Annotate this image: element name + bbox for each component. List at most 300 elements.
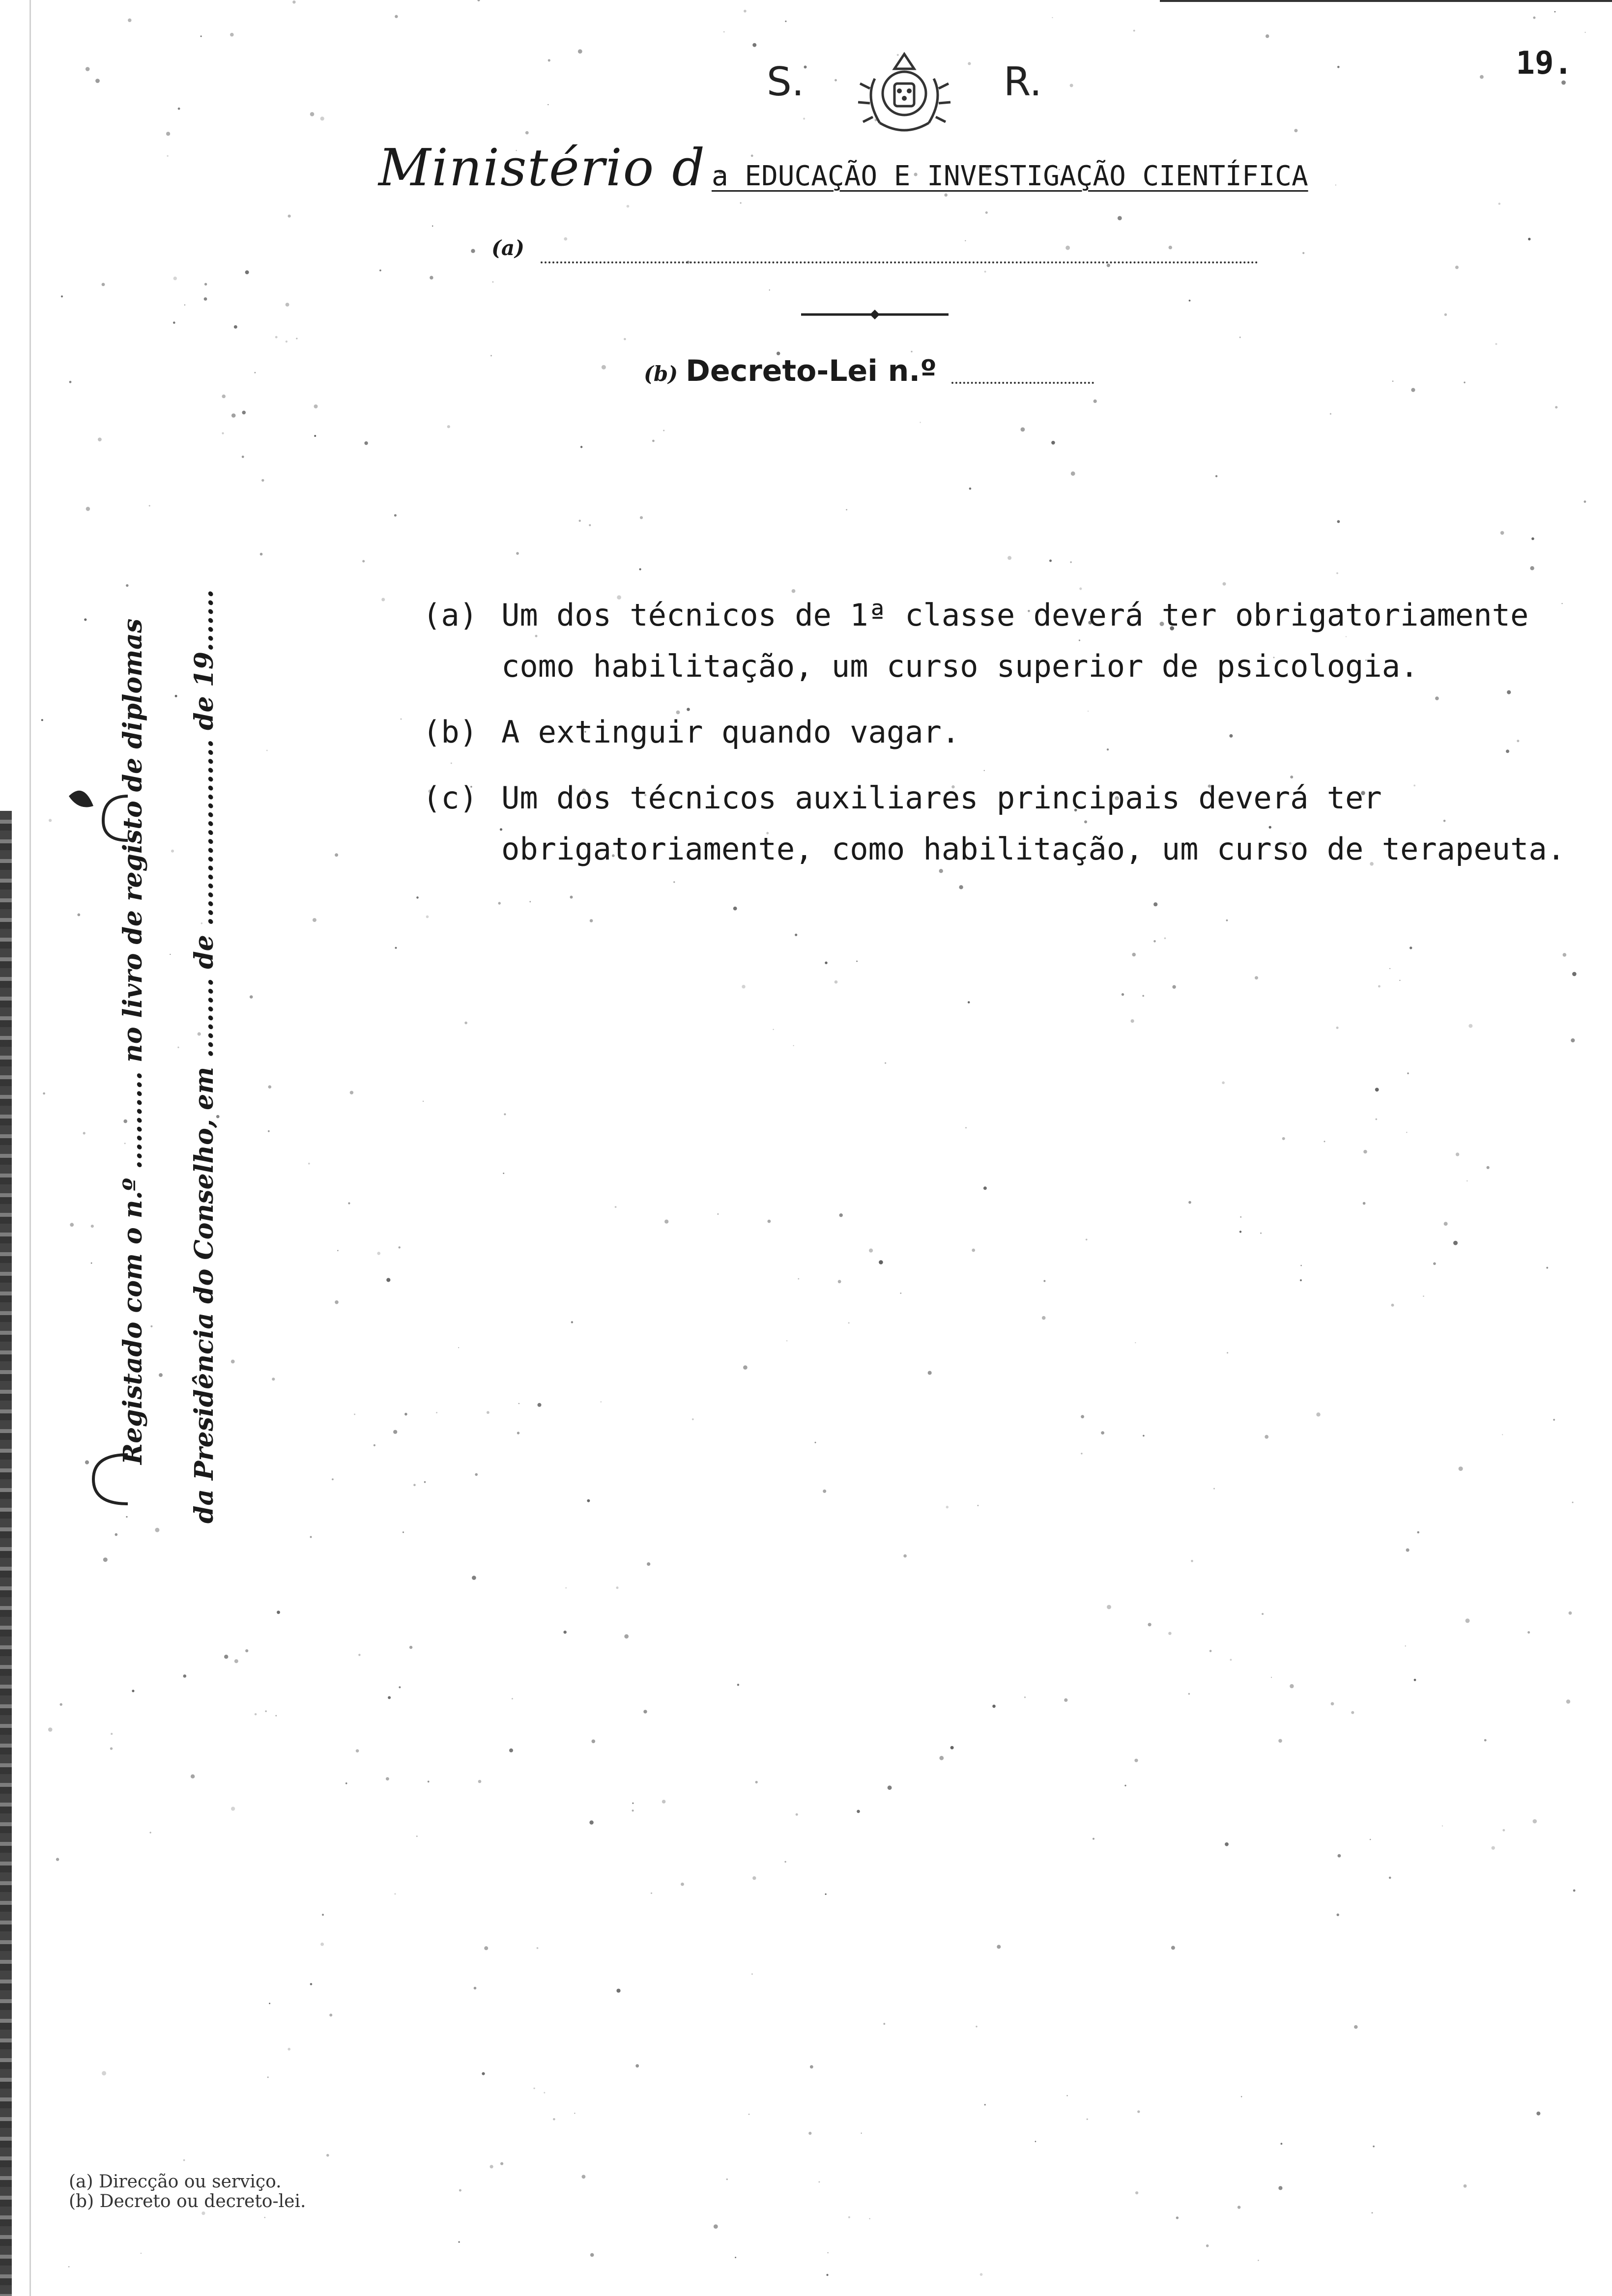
speckle	[86, 507, 90, 511]
speckle	[548, 59, 550, 61]
speckle	[201, 35, 202, 37]
speckle	[647, 1562, 650, 1566]
speckle	[1081, 1415, 1084, 1418]
speckle	[848, 2216, 850, 2218]
speckle	[1133, 30, 1135, 32]
speckle	[839, 1213, 843, 1217]
speckle	[624, 1634, 629, 1638]
speckle	[1484, 1739, 1487, 1742]
speckle	[509, 1749, 513, 1752]
speckle	[815, 1442, 816, 1443]
page-number: 19.	[1516, 45, 1573, 82]
speckle	[1531, 537, 1534, 540]
speckle	[184, 305, 185, 306]
speckle	[471, 249, 475, 253]
speckle	[388, 1696, 391, 1699]
speckle	[504, 1113, 506, 1115]
speckle	[326, 2154, 329, 2157]
speckle	[1407, 1072, 1409, 1074]
speckle	[1337, 66, 1340, 68]
speckle	[234, 1659, 238, 1663]
speckle	[464, 1022, 467, 1025]
speckle	[818, 2181, 820, 2182]
speckle	[1064, 1698, 1067, 1702]
footnotes	[69, 2172, 306, 2211]
speckle	[1391, 1304, 1394, 1307]
speckle	[173, 277, 177, 280]
speckle	[477, 0, 480, 1]
speckle	[785, 21, 786, 22]
speckle	[242, 411, 246, 415]
speckle	[1389, 1877, 1391, 1879]
speckle	[835, 980, 838, 984]
speckle	[1336, 573, 1338, 574]
speckle	[663, 430, 664, 431]
speckle	[1464, 2184, 1467, 2188]
speckle	[141, 2253, 142, 2254]
field-b-label: Decreto-Lei n.º	[686, 354, 937, 388]
speckle	[1171, 1946, 1175, 1950]
speckle	[167, 155, 168, 157]
speckle	[900, 1292, 901, 1294]
speckle	[1222, 1081, 1225, 1084]
speckle	[553, 2118, 555, 2121]
speckle	[178, 108, 180, 110]
speckle	[430, 276, 433, 279]
speckle	[350, 1091, 353, 1094]
speckle	[846, 509, 847, 511]
republic-header	[767, 44, 1042, 143]
speckle	[920, 422, 921, 423]
speckle	[245, 270, 249, 274]
speckle	[1142, 995, 1144, 997]
speckle	[1043, 1280, 1045, 1282]
speckle	[459, 2241, 460, 2243]
speckle	[1566, 1699, 1570, 1703]
speckle	[436, 1412, 437, 1413]
speckle	[1258, 2260, 1259, 2261]
speckle	[592, 1740, 596, 1744]
speckle	[41, 719, 43, 721]
footnote-b: (b) Decreto ou decreto-lei.	[69, 2191, 306, 2211]
divider-ornament	[801, 309, 949, 320]
speckle	[128, 19, 131, 22]
speckle	[537, 1947, 539, 1949]
speckle	[823, 1490, 826, 1493]
speckle	[1492, 1846, 1495, 1850]
speckle	[1227, 1352, 1228, 1353]
speckle	[314, 435, 316, 437]
speckle	[1107, 1605, 1111, 1609]
speckle	[737, 1684, 739, 1686]
speckle	[1230, 1659, 1232, 1661]
note-letter: (c)	[423, 780, 478, 816]
speckle	[773, 1029, 774, 1030]
speckle	[538, 1403, 542, 1407]
speckle	[175, 695, 177, 697]
speckle	[1584, 32, 1585, 33]
speckle	[516, 552, 519, 555]
speckle	[985, 211, 988, 214]
speckle	[424, 1481, 426, 1483]
speckle	[1533, 17, 1535, 19]
speckle	[126, 1516, 127, 1518]
speckle	[1148, 1623, 1151, 1626]
speckle	[664, 1220, 668, 1224]
speckle	[755, 1781, 758, 1783]
speckle	[602, 365, 606, 370]
speckle	[1081, 1453, 1082, 1454]
speckle	[733, 907, 737, 911]
speckle	[1042, 1316, 1046, 1320]
speckle	[183, 2159, 185, 2161]
speckle	[356, 1749, 359, 1752]
speckle	[275, 336, 278, 339]
speckle	[1239, 337, 1241, 338]
speckle	[224, 1655, 228, 1659]
speckle	[484, 1946, 488, 1950]
speckle	[1324, 1141, 1325, 1142]
speckle	[950, 1746, 954, 1750]
speckle	[888, 1785, 892, 1790]
speckle	[529, 901, 531, 902]
speckle	[1302, 252, 1304, 254]
speckle	[1336, 1027, 1339, 1029]
speckle	[173, 321, 175, 324]
speckle	[1459, 1466, 1463, 1471]
speckle	[386, 1777, 389, 1780]
speckle	[492, 281, 494, 283]
speckle	[255, 1713, 257, 1715]
speckle	[335, 853, 338, 857]
speckle	[275, 1715, 277, 1717]
speckle	[752, 43, 756, 47]
speckle	[533, 2088, 535, 2089]
speckle	[1225, 1842, 1229, 1846]
speckle	[615, 1206, 617, 1208]
speckle	[286, 341, 288, 343]
speckle	[1071, 471, 1075, 476]
speckle	[1135, 1342, 1136, 1343]
speckle	[1554, 11, 1556, 13]
speckle	[1498, 202, 1500, 204]
speckle	[972, 1249, 975, 1252]
speckle	[1240, 1216, 1241, 1218]
speckle	[409, 1646, 412, 1649]
speckle	[1406, 1132, 1407, 1133]
speckle	[322, 1914, 324, 1916]
speckle	[714, 2224, 718, 2229]
speckle	[231, 1807, 235, 1810]
speckle	[1466, 1618, 1470, 1623]
speckle	[204, 297, 207, 301]
speckle	[345, 1782, 347, 1784]
speckle	[337, 1250, 339, 1251]
speckle	[310, 112, 315, 116]
field-a-mark: (a)	[491, 236, 524, 260]
speckle	[286, 303, 289, 307]
speckle	[490, 355, 492, 356]
speckle	[374, 1444, 375, 1446]
speckle	[1143, 1435, 1145, 1437]
speckle	[320, 116, 324, 120]
speckle	[1572, 972, 1577, 976]
speckle	[1468, 1024, 1472, 1028]
speckle	[1086, 1239, 1088, 1241]
speckle	[1467, 1180, 1468, 1181]
speckle	[292, 0, 295, 3]
speckle	[126, 584, 128, 587]
speckle	[403, 1531, 404, 1533]
speckle	[401, 718, 402, 720]
speckle	[1572, 1502, 1574, 1503]
speckle	[472, 1576, 476, 1580]
speckle	[362, 560, 365, 563]
speckle	[796, 1813, 798, 1816]
speckle	[717, 1213, 719, 1215]
note-item	[423, 707, 1592, 758]
speckle	[458, 1347, 459, 1348]
speckle	[482, 2072, 485, 2075]
speckle	[354, 1414, 355, 1415]
speckle	[56, 1858, 59, 1861]
speckle	[1093, 1838, 1094, 1840]
speckle	[159, 1373, 163, 1377]
speckle	[1238, 2206, 1240, 2209]
speckle	[635, 2064, 639, 2067]
speckle	[202, 2211, 205, 2215]
speckle	[512, 1698, 513, 1699]
note-item	[423, 590, 1592, 692]
speckle	[1300, 1265, 1302, 1266]
coat-of-arms-icon	[845, 44, 963, 143]
speckle	[1444, 1222, 1448, 1226]
speckle	[1262, 1613, 1264, 1615]
speckle	[1107, 263, 1110, 267]
speckle	[769, 289, 770, 290]
speckle	[277, 1610, 280, 1614]
speckle	[1035, 2141, 1036, 2142]
speckle	[1370, 1839, 1371, 1840]
speckle	[103, 1557, 108, 1562]
speckle	[547, 104, 548, 105]
field-a-direction	[491, 236, 1263, 260]
speckle	[381, 598, 385, 602]
speckle	[1456, 1152, 1459, 1156]
speckle	[1223, 582, 1226, 586]
speckle	[394, 1893, 396, 1894]
speckle	[1300, 1279, 1302, 1281]
speckle	[1372, 2212, 1373, 2213]
speckle	[571, 1321, 573, 1323]
speckle	[150, 1832, 151, 1833]
speckle	[230, 33, 234, 37]
footnote-a: (a) Direcção ou serviço.	[69, 2172, 282, 2192]
speckle	[861, 2133, 862, 2134]
speckle	[869, 2218, 870, 2219]
speckle	[911, 351, 912, 352]
speckle	[1215, 475, 1217, 477]
speckle	[428, 1780, 430, 1782]
speckle	[1070, 84, 1073, 87]
speckle	[204, 283, 207, 286]
speckle	[1087, 2119, 1088, 2120]
speckle	[1189, 300, 1191, 302]
speckle	[242, 456, 244, 458]
speckle	[1527, 1631, 1530, 1634]
speckle	[1051, 441, 1055, 445]
speckle	[166, 132, 170, 136]
speckle	[1433, 1263, 1436, 1265]
speckle	[768, 1220, 771, 1223]
speckle	[1271, 1677, 1272, 1678]
speckle	[726, 2179, 728, 2180]
speckle	[320, 1943, 324, 1946]
speckle	[643, 1710, 647, 1713]
speckle	[544, 2092, 545, 2094]
speckle	[589, 1820, 593, 1824]
speckle	[43, 1092, 45, 1095]
speckle	[997, 1945, 1001, 1949]
speckle	[1153, 940, 1156, 943]
speckle	[1124, 1785, 1126, 1786]
speckle	[490, 2165, 493, 2168]
speckle	[784, 1861, 786, 1863]
speckle	[416, 1836, 418, 1837]
speckle	[267, 2076, 269, 2078]
speckle	[857, 1810, 860, 1813]
speckle	[980, 2273, 983, 2276]
speckle	[413, 1484, 416, 1486]
speckle	[517, 1432, 519, 1434]
speckle	[566, 1587, 567, 1588]
speckle	[1546, 1267, 1548, 1269]
speckle	[115, 1533, 118, 1536]
speckle	[1008, 556, 1011, 560]
field-b-dotted-line	[951, 382, 1094, 384]
speckle	[377, 1252, 380, 1255]
speckle	[1094, 400, 1097, 403]
speckle	[395, 15, 398, 18]
speckle	[288, 215, 291, 218]
speckle	[310, 1983, 313, 1985]
speckle	[580, 446, 582, 448]
speckle	[589, 524, 591, 526]
speckle	[1571, 1038, 1575, 1042]
speckle	[795, 934, 797, 936]
speckle	[1502, 1829, 1505, 1832]
speckle	[268, 1085, 272, 1089]
speckle	[1278, 1739, 1282, 1743]
speckle	[1226, 919, 1228, 921]
speckle	[1338, 1854, 1341, 1858]
speckle	[222, 432, 224, 434]
speckle	[68, 2266, 69, 2267]
speckle	[1495, 343, 1497, 345]
speckle	[928, 1371, 932, 1375]
speckle	[1563, 953, 1567, 957]
speckle	[265, 1710, 266, 1712]
speckle	[399, 1686, 401, 1688]
speckle	[314, 404, 318, 408]
speckle	[1316, 1412, 1320, 1416]
speckle	[1135, 2191, 1138, 2194]
speckle	[564, 1631, 567, 1634]
speckle	[1168, 1632, 1171, 1635]
speckle	[662, 1800, 666, 1804]
speckle	[500, 2162, 503, 2165]
speckle	[1375, 1088, 1379, 1091]
speckle	[1553, 1419, 1555, 1421]
note-text: Um dos técnicos de 1ª classe deverá ter obrigatoriamente como habilitação, um curso superior de psicologia.	[501, 597, 1529, 684]
speckle	[590, 2253, 594, 2257]
speckle	[394, 514, 397, 517]
speckle	[1444, 314, 1447, 316]
speckle	[518, 1403, 519, 1404]
speckle	[1260, 1233, 1262, 1234]
speckle	[1399, 980, 1400, 981]
speckle	[743, 1365, 748, 1370]
note-text: Um dos técnicos auxiliares principais deverá ter obrigatoriamente, como habilitação, um curso de terapeuta.	[501, 780, 1565, 867]
speckle	[487, 1411, 489, 1414]
speckle	[177, 1047, 179, 1048]
speckle	[1122, 993, 1124, 996]
speckle	[1213, 1488, 1215, 1490]
speckle	[255, 372, 256, 373]
speckle	[1573, 1890, 1576, 1892]
ministry-title	[378, 138, 1308, 198]
speckle	[1378, 985, 1381, 988]
speckle	[624, 338, 626, 341]
speckle	[525, 131, 529, 135]
speckle	[1354, 2025, 1358, 2029]
speckle	[1351, 1711, 1354, 1714]
speckle	[269, 2003, 270, 2004]
speckle	[1392, 381, 1393, 382]
speckle	[132, 1690, 134, 1692]
speckle	[1282, 1137, 1285, 1140]
speckle	[1118, 216, 1122, 221]
speckle	[1405, 1645, 1406, 1646]
speckle	[984, 2104, 986, 2105]
speckle	[102, 283, 105, 287]
speckle	[416, 896, 419, 899]
speckle	[627, 205, 630, 208]
speckle	[183, 1674, 187, 1678]
speckle	[1266, 34, 1269, 38]
speckle	[261, 479, 264, 482]
speckle	[310, 1536, 312, 1538]
speckle	[69, 381, 72, 383]
header-letter-s: S.	[767, 59, 805, 105]
speckle	[570, 896, 573, 899]
speckle	[266, 750, 268, 751]
speckle	[1502, 1434, 1503, 1435]
speckle	[1255, 976, 1258, 979]
speckle	[395, 947, 397, 949]
speckle	[149, 505, 150, 507]
speckle	[250, 995, 253, 999]
speckle	[1330, 413, 1331, 415]
speckle	[264, 2217, 266, 2218]
speckle	[313, 918, 317, 922]
speckle	[883, 2023, 885, 2025]
speckle	[1373, 2146, 1375, 2148]
speckle	[903, 1554, 907, 1558]
speckle	[335, 1300, 339, 1304]
speckle	[268, 1130, 270, 1132]
speckle	[288, 2048, 290, 2051]
